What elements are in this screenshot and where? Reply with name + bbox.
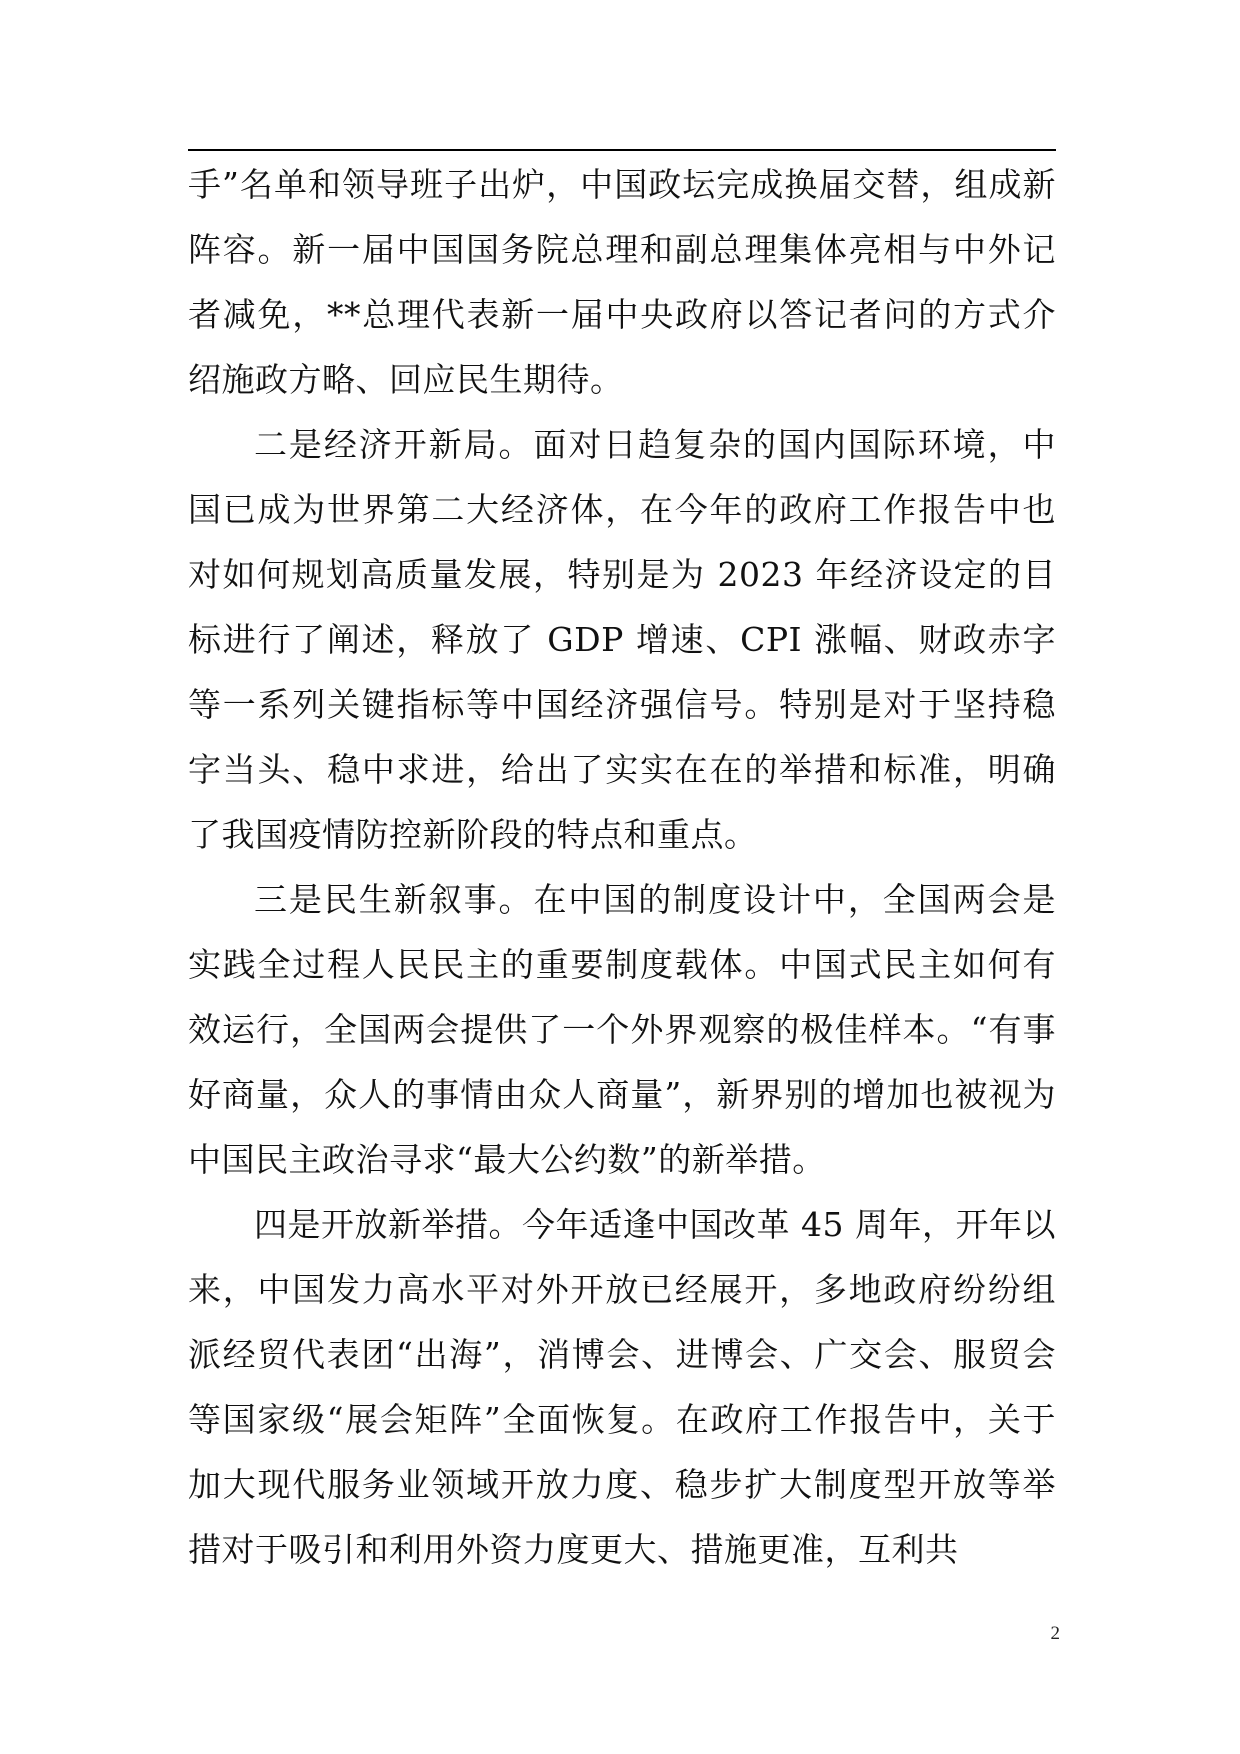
paragraph-economy: 二是经济开新局。面对日趋复杂的国内国际环境，中国已成为世界第二大经济体，在今年的政府工作报告中也对如何规划高质量发展，特别是为 2023 年经济设定的目标进行了阐述，释放了 GDP 增速、CPI 涨幅、财政赤字等一系列关键指标等中国经济强信号。特别是对于坚持稳字当头、稳中求进，给出了实实在在的举措和标准，明确了我国疫情防控新阶段的特点和重点。 xyxy=(188,425,1056,854)
paragraph-livelihood: 三是民生新叙事。在中国的制度设计中，全国两会是实践全过程人民民主的重要制度载体。中国式民主如何有效运行，全国两会提供了一个外界观察的极佳样本。“有事好商量，众人的事情由众人商量”，新界别的增加也被视为中国民主政治寻求“最大公约数”的新举措。 xyxy=(188,880,1056,1179)
paragraph-opening-up: 四是开放新举措。今年适逢中国改革 45 周年，开年以来，中国发力高水平对外开放已经展开，多地政府纷纷组派经贸代表团“出海”，消博会、进博会、广交会、服贸会等国家级“展会矩阵”全面恢复。在政府工作报告中，关于加大现代服务业领域开放力度、稳步扩大制度型开放等举措对于吸引和利用外资力度更大、措施更准，互利共 xyxy=(188,1205,1056,1569)
body-text xyxy=(188,152,1056,1582)
header-rule xyxy=(188,149,1056,151)
page-number: 2 xyxy=(1050,1623,1060,1644)
paragraph-continuation: 手”名单和领导班子出炉，中国政坛完成换届交替，组成新阵容。新一届中国国务院总理和副总理集体亮相与中外记者减免，**总理代表新一届中央政府以答记者问的方式介绍施政方略、回应民生期待。 xyxy=(188,165,1056,399)
